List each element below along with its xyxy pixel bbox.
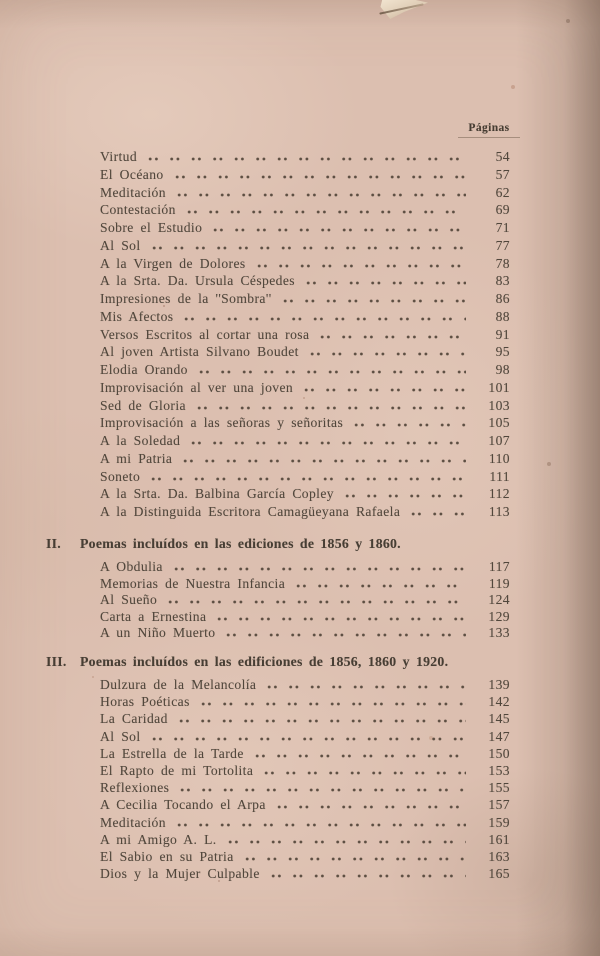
toc-entry-page: 71: [495, 220, 510, 235]
dot-leader: [283, 299, 466, 303]
toc-entry: [0, 149, 600, 167]
toc-entry: [0, 238, 600, 256]
toc-entry-page: 113: [488, 504, 510, 519]
dot-leader: [179, 719, 466, 723]
toc-entry: [0, 746, 600, 763]
toc-entry-list: [0, 677, 600, 883]
toc-entry-title: El Rapto de mi Tortolita: [100, 762, 254, 778]
toc-entry-title: A un Niño Muerto: [100, 625, 216, 640]
toc-entry-title: Improvisación a las señoras y señoritas: [100, 415, 344, 431]
toc-entry-title: A la Soledad: [100, 433, 181, 448]
toc-entry: [0, 273, 600, 291]
toc-entry-page: 86: [495, 291, 510, 306]
dot-leader: [271, 874, 466, 878]
toc-entry-title: A la Srta. Da. Ursula Céspedes: [100, 273, 295, 289]
toc-entry-page: 69: [495, 202, 510, 218]
toc-entry: [0, 625, 600, 642]
toc-entry-title: Carta a Ernestina: [100, 608, 207, 624]
toc-entry-page: 157: [488, 797, 510, 813]
dot-leader: [151, 477, 466, 481]
toc-entry-page: 155: [488, 780, 510, 796]
dot-leader: [245, 857, 466, 861]
toc-entry: [0, 451, 600, 469]
toc-entry: [0, 220, 600, 238]
toc-entry: [0, 327, 600, 345]
toc-entry-title: El Sabio en su Patria: [100, 848, 234, 864]
toc-entry-title: Meditación: [100, 184, 166, 200]
toc-entry-page: 139: [488, 677, 510, 692]
toc-entry: [0, 344, 600, 362]
dot-leader: [267, 685, 466, 689]
toc-entry-page: 133: [488, 625, 510, 640]
dot-leader: [197, 406, 466, 410]
toc-entry: [0, 167, 600, 185]
toc-entry: [0, 797, 600, 814]
dot-leader: [191, 441, 466, 445]
toc-entry-page: 163: [488, 848, 510, 864]
dot-leader: [411, 512, 466, 516]
dot-leader: [187, 210, 466, 214]
toc-entry-title: A la Srta. Da. Balbina García Copley: [100, 486, 334, 502]
toc-group-2: [0, 536, 600, 642]
toc-entry-page: 111: [489, 468, 510, 484]
toc-entry: [0, 398, 600, 416]
dot-leader: [177, 193, 466, 197]
toc-entry: [0, 362, 600, 380]
dot-leader: [152, 737, 466, 741]
toc-entry-page: 62: [495, 184, 510, 200]
toc-entry: [0, 291, 600, 309]
toc-entry-title: El Océano: [100, 166, 164, 182]
toc-entry: [0, 849, 600, 866]
dot-leader: [213, 228, 466, 232]
toc-entry: [0, 380, 600, 398]
toc-entry-page: 117: [488, 559, 510, 574]
toc-entry-title: Reflexiones: [100, 780, 170, 796]
toc-entry-page: 145: [488, 711, 510, 727]
toc-entry: [0, 780, 600, 797]
dot-leader: [228, 840, 466, 844]
toc-entry-list: [0, 149, 600, 522]
toc-entry-page: 159: [488, 814, 510, 830]
toc-entry-page: 150: [488, 745, 510, 761]
toc-entry-page: 101: [488, 379, 510, 395]
toc-entry: [0, 469, 600, 487]
dot-leader: [175, 175, 466, 179]
dot-leader: [226, 633, 466, 637]
toc-entry-title: Dulzura de la Melancolía: [100, 677, 257, 692]
toc-entry-title: Horas Poéticas: [100, 694, 190, 710]
toc-entry: [0, 592, 600, 609]
toc-entry-title: Elodia Orando: [100, 362, 188, 377]
toc-entry: [0, 729, 600, 746]
toc-entry-title: Versos Escritos al cortar una rosa: [100, 326, 310, 342]
toc-entry-title: La Estrella de la Tarde: [100, 745, 244, 761]
dot-leader: [217, 617, 466, 621]
dot-leader: [184, 317, 466, 321]
toc-entry-title: Dios y la Mujer Culpable: [100, 866, 260, 882]
toc-entry-page: 161: [488, 831, 510, 847]
toc-entry: [0, 185, 600, 203]
toc-group-1: [0, 149, 600, 522]
toc-entry: [0, 763, 600, 780]
toc-entry-page: 54: [495, 149, 510, 164]
toc-entry-title: Contestación: [100, 202, 176, 218]
dot-leader: [255, 754, 466, 758]
toc-entry-page: 112: [488, 486, 510, 502]
dot-leader: [264, 771, 466, 775]
toc-entry: [0, 576, 600, 593]
section-header: [0, 536, 600, 552]
dot-leader: [296, 584, 466, 588]
toc-entry: [0, 832, 600, 849]
toc-entry-page: 110: [488, 450, 510, 466]
toc-entry-page: 124: [488, 592, 510, 607]
toc-entry: [0, 677, 600, 694]
dot-leader: [180, 788, 466, 792]
paper-specks: [0, 0, 2, 2]
toc-entry-title: A Obdulia: [100, 559, 163, 574]
toc-entry-page: 147: [488, 728, 510, 744]
toc-entry-title: Sed de Gloria: [100, 397, 186, 413]
toc-entry: [0, 694, 600, 711]
toc-entry-title: La Caridad: [100, 711, 168, 727]
toc-entry-page: 88: [495, 308, 510, 324]
dot-leader: [345, 494, 466, 498]
toc-entry-title: A la Virgen de Dolores: [100, 255, 246, 271]
toc-entry-title: A la Distinguida Escritora Camagüeyana Rafaela: [100, 504, 401, 519]
toc-entry-page: 119: [488, 575, 510, 591]
section-number: III.: [46, 654, 67, 669]
toc-entry-page: 57: [495, 166, 510, 182]
dot-leader: [152, 246, 466, 250]
toc-entry: [0, 559, 600, 576]
toc-entry: [0, 486, 600, 504]
toc-entry: [0, 256, 600, 274]
toc-entry-title: Sobre el Estudio: [100, 220, 203, 235]
dot-leader: [183, 459, 466, 463]
dot-leader: [201, 702, 466, 706]
toc-entry: [0, 433, 600, 451]
toc-entry-title: Al joven Artista Silvano Boudet: [100, 344, 299, 360]
dot-leader: [168, 600, 466, 604]
toc-group-3: [0, 654, 600, 883]
dot-leader: [354, 423, 466, 427]
dot-leader: [257, 264, 466, 268]
toc-entry-page: 129: [488, 608, 510, 624]
toc-entry-title: Al Sol: [100, 237, 141, 253]
toc-entry-title: Al Sol: [100, 728, 141, 744]
toc-entry-title: Memorias de Nuestra Infancia: [100, 575, 286, 591]
toc-entry: [0, 609, 600, 626]
toc-entry-page: 95: [495, 344, 510, 360]
toc-entry-page: 142: [488, 694, 510, 710]
toc-entry-title: A mi Patria: [100, 450, 173, 466]
toc-entry-title: Meditación: [100, 814, 166, 830]
toc-entry-page: 153: [488, 762, 510, 778]
pages-column-header-label: Páginas: [468, 122, 510, 134]
section-title: Poemas incluídos en las edificiones de 1856, 1860 y 1920.: [80, 654, 449, 669]
dot-leader: [306, 281, 466, 285]
toc-entry-page: 78: [495, 255, 510, 271]
toc-entry: [0, 815, 600, 832]
toc-entry-page: 77: [495, 237, 510, 253]
toc-entry: [0, 866, 600, 883]
dot-leader: [320, 335, 466, 339]
section-header: [0, 654, 600, 670]
pages-column-header-underline: [458, 137, 520, 138]
toc-entry-title: A Cecilia Tocando el Arpa: [100, 797, 266, 813]
toc-entry-page: 103: [488, 397, 510, 413]
section-title: Poemas incluídos en las ediciones de 1856 y 1860.: [80, 536, 401, 551]
paper-tear: [374, 0, 428, 19]
toc-entry-list: [0, 559, 600, 642]
toc-entry-page: 83: [495, 273, 510, 289]
toc-entry-title: Mis Afectos: [100, 308, 174, 324]
toc-entry-page: 91: [495, 326, 510, 342]
toc-entry: [0, 415, 600, 433]
toc-entry-title: Impresiones de la ''Sombra'': [100, 291, 272, 306]
toc-entry-title: Improvisación al ver una joven: [100, 379, 294, 395]
toc-entry-page: 165: [488, 866, 510, 882]
dot-leader: [277, 805, 466, 809]
toc-entry: [0, 504, 600, 522]
toc-entry-title: Al Sueño: [100, 592, 158, 607]
toc-entry-page: 107: [488, 433, 510, 448]
dot-leader: [310, 352, 466, 356]
dot-leader: [148, 157, 466, 161]
dot-leader: [199, 370, 466, 374]
toc-entry-title: A mi Amigo A. L.: [100, 831, 217, 847]
toc-entry-title: Virtud: [100, 149, 138, 164]
dot-leader: [174, 567, 466, 571]
dot-leader: [177, 823, 466, 827]
toc-entry-title: Soneto: [100, 468, 141, 484]
section-number: II.: [46, 536, 61, 551]
toc-entry: [0, 202, 600, 220]
toc-entry: [0, 309, 600, 327]
pages-column-header: [458, 122, 520, 138]
dot-leader: [304, 388, 466, 392]
toc-entry-page: 105: [488, 415, 510, 431]
toc-entry: [0, 711, 600, 728]
toc-entry-page: 98: [495, 362, 510, 377]
